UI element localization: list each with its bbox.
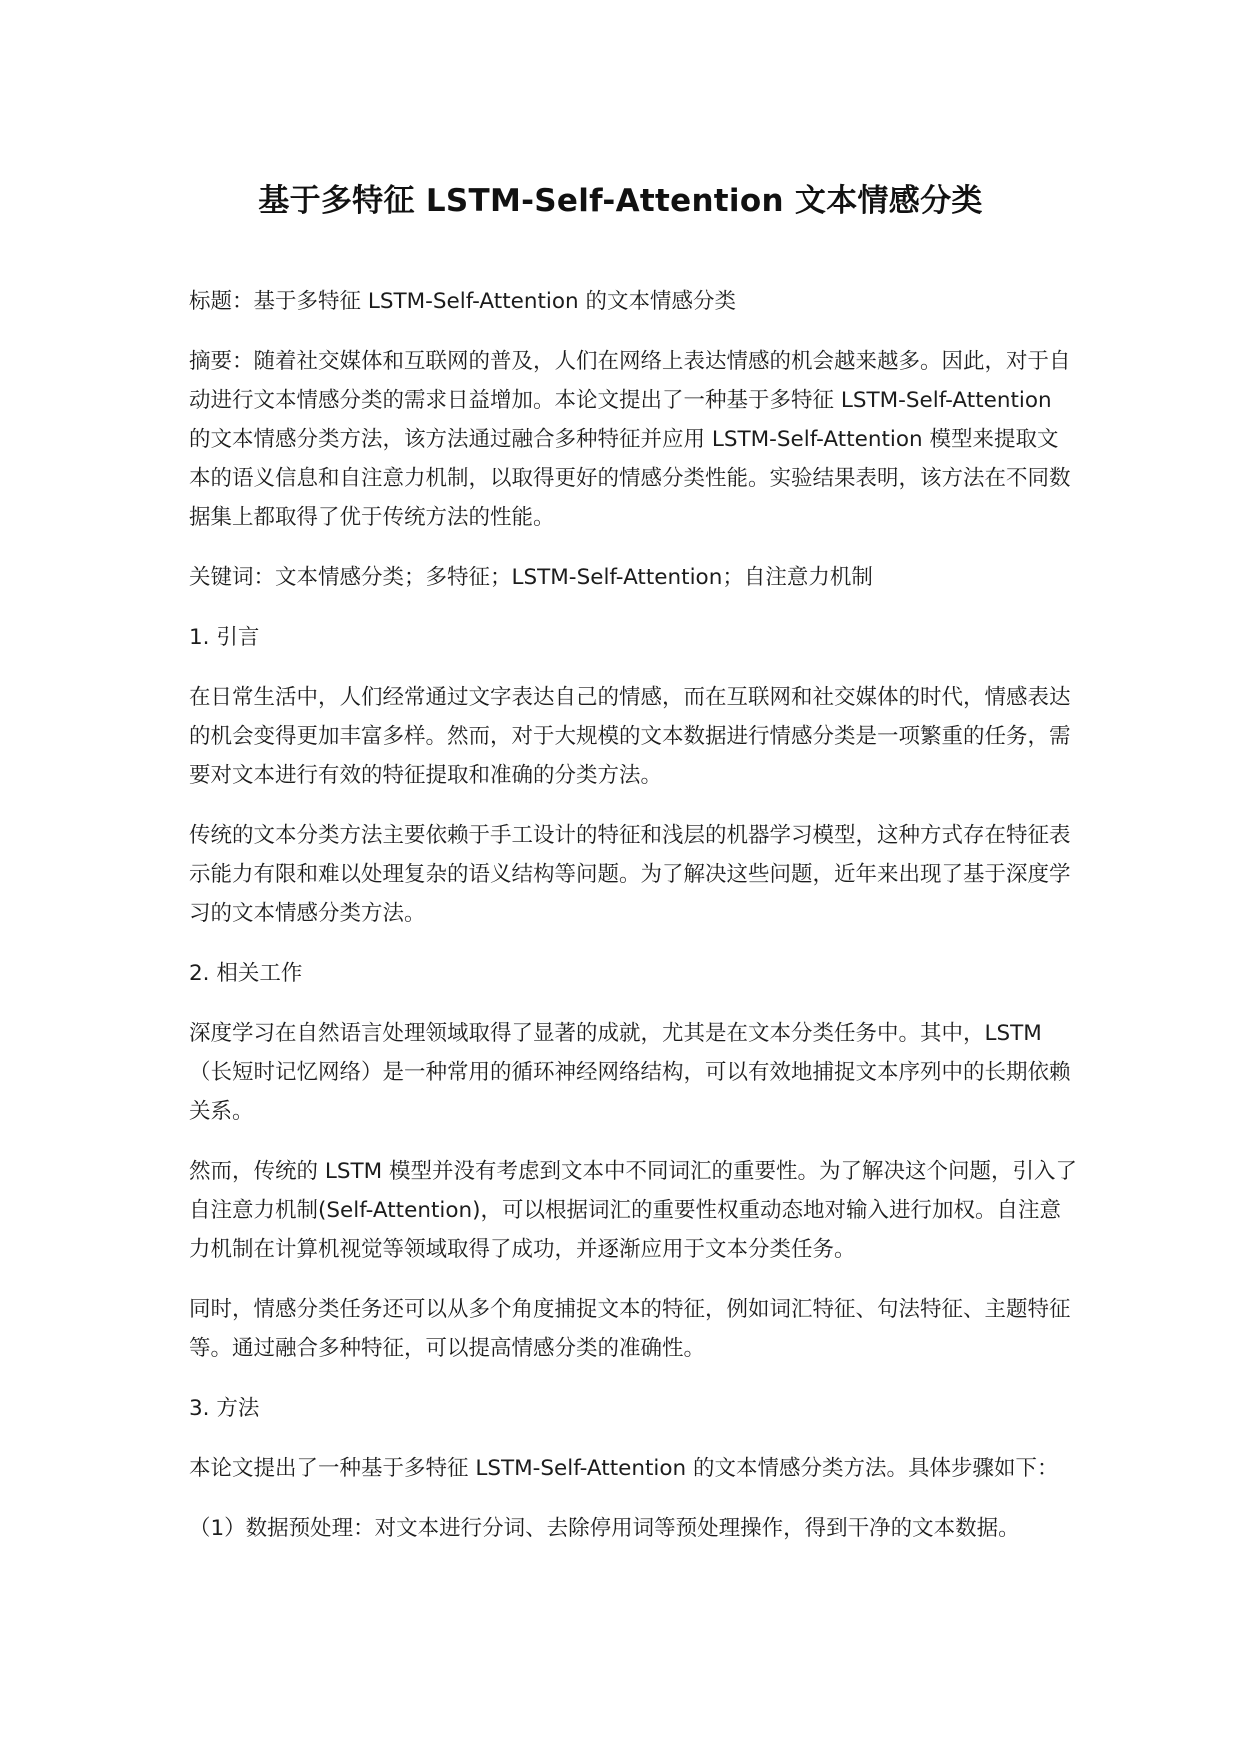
related-work-paragraph-3: 同时，情感分类任务还可以从多个角度捕捉文本的特征，例如词汇特征、句法特征、主题特征等。通过融合多种特征，可以提高情感分类的准确性。 <box>189 1297 1071 1361</box>
method-paragraph-1: 本论文提出了一种基于多特征 LSTM-Self-Attention 的文本情感分类方法。具体步骤如下： <box>189 1456 1059 1481</box>
method-step-1: （1）数据预处理：对文本进行分词、去除停用词等预处理操作，得到干净的文本数据。 <box>189 1516 1020 1541</box>
introduction-paragraph-1: 在日常生活中，人们经常通过文字表达自己的情感，而在互联网和社交媒体的时代，情感表达的机会变得更加丰富多样。然而，对于大规模的文本数据进行情感分类是一项繁重的任务，需要对文本进行有效的特征提取和准确的分类方法。 <box>189 685 1071 788</box>
section-heading-related-work: 2. 相关工作 <box>189 961 303 986</box>
related-work-paragraph-2: 然而，传统的 LSTM 模型并没有考虑到文本中不同词汇的重要性。为了解决这个问题，引入了自注意力机制(Self-Attention)，可以根据词汇的重要性权重动态地对输入进行加权。自注意力机制在计算机视觉等领域取得了成功，并逐渐应用于文本分类任务。 <box>189 1159 1077 1262</box>
section-heading-introduction: 1. 引言 <box>189 625 260 650</box>
title-line: 标题：基于多特征 LSTM-Self-Attention 的文本情感分类 <box>189 289 736 314</box>
keywords-line: 关键词：文本情感分类；多特征；LSTM-Self-Attention；自注意力机制 <box>189 565 873 590</box>
related-work-paragraph-1: 深度学习在自然语言处理领域取得了显著的成就，尤其是在文本分类任务中。其中，LSTM（长短时记忆网络）是一种常用的循环神经网络结构，可以有效地捕捉文本序列中的长期依赖关系。 <box>189 1021 1071 1124</box>
section-heading-method: 3. 方法 <box>189 1396 260 1421</box>
document-body <box>189 282 1079 1569</box>
document-title: 基于多特征 LSTM-Self-Attention 文本情感分类 <box>258 183 983 219</box>
introduction-paragraph-2: 传统的文本分类方法主要依赖于手工设计的特征和浅层的机器学习模型，这种方式存在特征表示能力有限和难以处理复杂的语义结构等问题。为了解决这些问题，近年来出现了基于深度学习的文本情感分类方法。 <box>189 823 1071 926</box>
abstract-paragraph: 摘要：随着社交媒体和互联网的普及，人们在网络上表达情感的机会越来越多。因此，对于自动进行文本情感分类的需求日益增加。本论文提出了一种基于多特征 LSTM-Self-Attention 的文本情感分类方法，该方法通过融合多种特征并应用 LSTM-Self-Attention 模型来提取文本的语义信息和自注意力机制，以取得更好的情感分类性能。实验结果表明，该方法在不同数据集上都取得了优于传统方法的性能。 <box>189 349 1071 530</box>
